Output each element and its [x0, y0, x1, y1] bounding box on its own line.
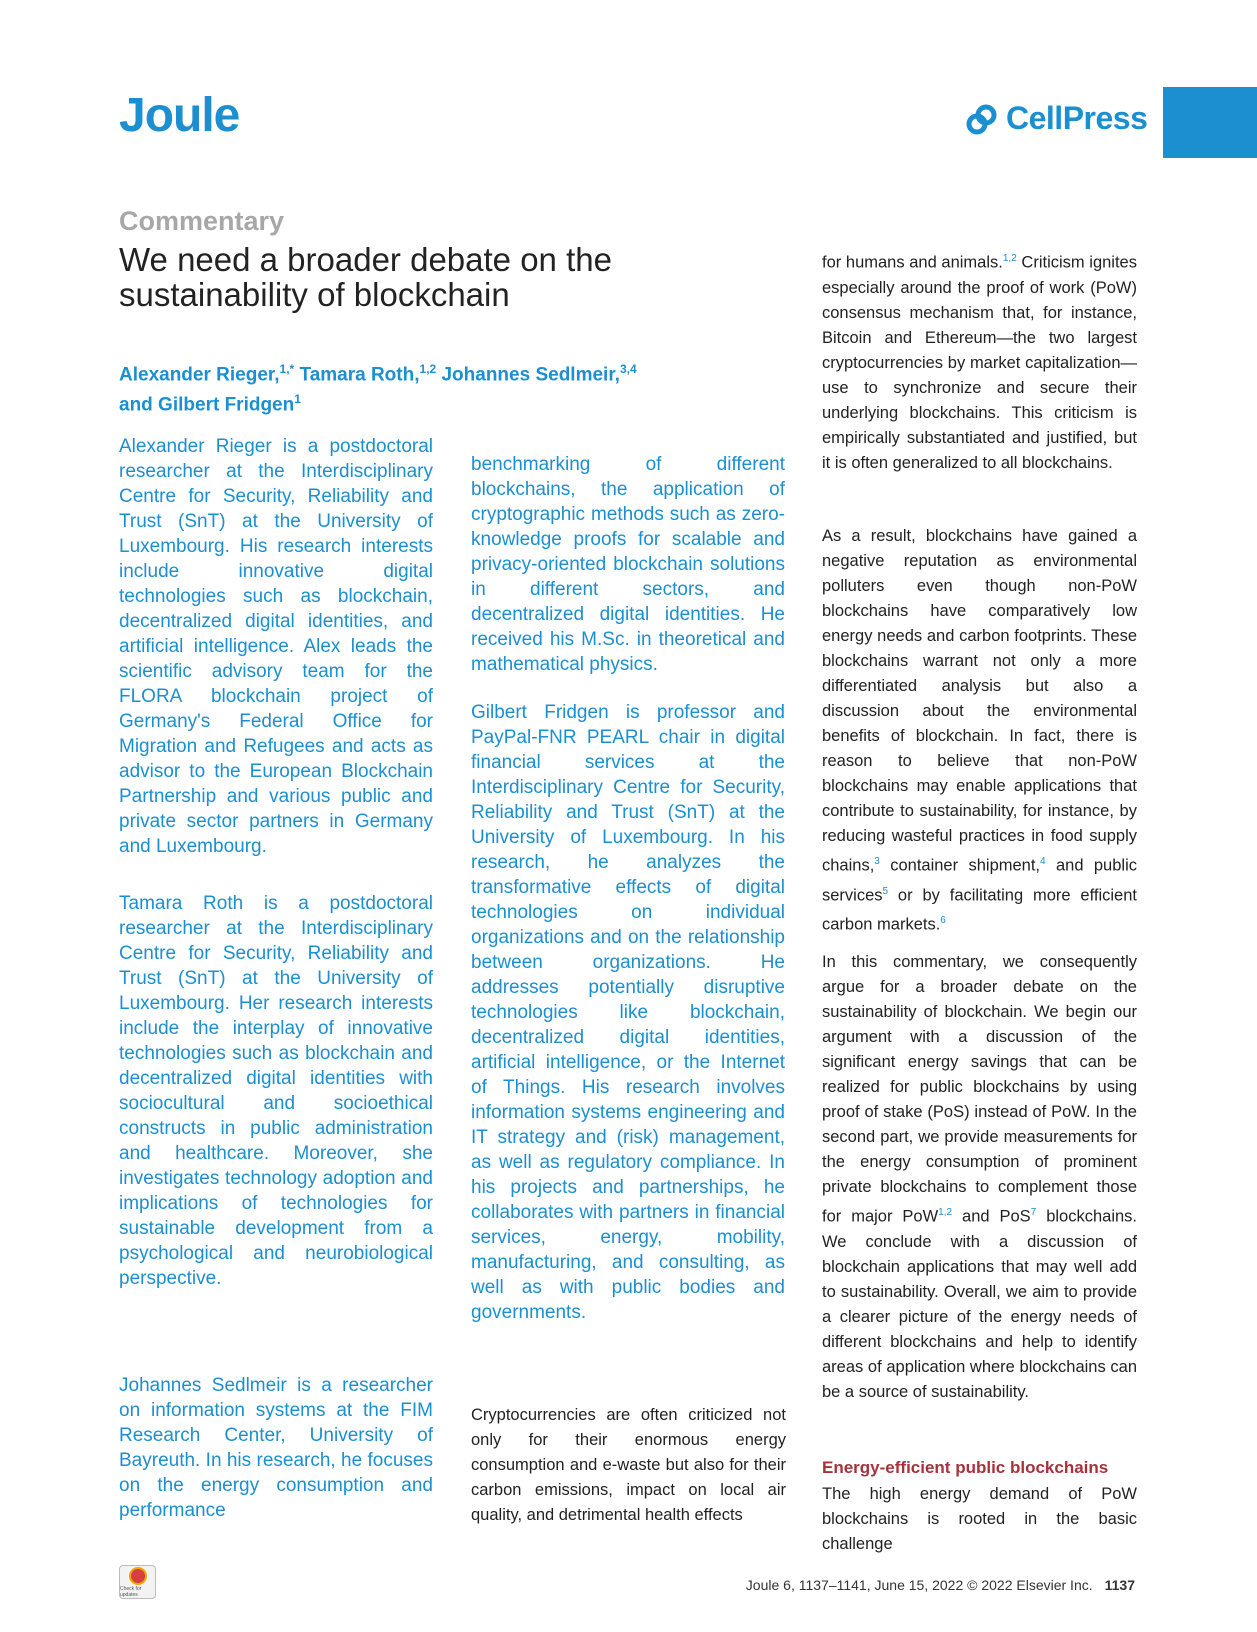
- badge-label: Check for updates: [120, 1585, 142, 1598]
- citation-link[interactable]: 1,2: [1002, 253, 1017, 264]
- author-affiliation: 1: [294, 392, 301, 407]
- citation-link[interactable]: 3: [874, 856, 880, 867]
- body-paragraph: The high energy demand of PoW blockchains is rooted in the basic challenge: [822, 1485, 1137, 1553]
- body-text: and PoS: [952, 1207, 1031, 1226]
- page-number: 1137: [1104, 1577, 1135, 1593]
- cellpress-mark-icon: [966, 103, 1000, 135]
- section-label: Commentary: [119, 206, 285, 236]
- body-paragraph: [822, 950, 1137, 1405]
- body-paragraph: [822, 246, 1137, 476]
- body-text: blockchains. We conclude with a discussion of blockchain applications that may well add to sustainability. Overall, we aim to provide a clearer picture of the energy needs of different blockchains and help to identify areas of application where blockchains can be a source of sustainability.: [822, 1207, 1138, 1401]
- publisher-logo: [966, 100, 1147, 137]
- citation-text: Joule 6, 1137–1141, June 15, 2022 © 2022 Elsevier Inc.: [745, 1577, 1093, 1593]
- citation-link[interactable]: 6: [940, 915, 946, 926]
- author-name[interactable]: Johannes Sedlmeir,: [441, 364, 620, 386]
- author-affiliation: 3,4: [619, 362, 637, 376]
- body-paragraph: Cryptocurrencies are often criticized not only for their enormous energy consumption and e-waste but also for their carbon emissions, impact on local air quality, and detrimental health effects: [471, 1406, 786, 1524]
- bio-sedlmeir: Johannes Sedlmeir is a researcher on information systems at the FIM Research Center, University of Bayreuth. In his research, he focuses on the energy consumption and performance: [119, 1375, 433, 1521]
- body-text: Criticism ignites especially around the proof of work (PoW) consensus mechanism that, for instance, Bitcoin and Ethereum—the two largest cryptocurrencies by market capitalization—use to synchronize and secure their underlying blockchains. This criticism is empirically substantiated and justified, but it is often generalized to all blockchains.: [822, 253, 1137, 472]
- citation-link[interactable]: 5: [882, 885, 889, 897]
- check-for-updates-badge[interactable]: [119, 1565, 156, 1599]
- section-heading: Energy-efficient public blockchains: [822, 1458, 1109, 1477]
- citation-link[interactable]: 7: [1030, 1207, 1037, 1218]
- bio-roth: Tamara Roth is a postdoctoral researcher at the Interdisciplinary Centre for Security, Reliability and Trust (SnT) at the University of Luxembourg. Her research interests include the interplay of innovative technologies such as blockchain and decentralized digital identities with sociocultural and socioethical constructs in public administration and healthcare. Moreover, she investigates technology adoption and implications of technologies for sustainable development from a psychological and neurobiological perspective.: [119, 893, 433, 1289]
- author-affiliation: 1,*: [279, 362, 295, 376]
- citation-link[interactable]: 4: [1040, 856, 1046, 867]
- publisher-name: CellPress: [1006, 100, 1148, 136]
- bio-sedlmeir-continued: benchmarking of different blockchains, the application of cryptographic methods such as zero-knowledge proofs for scalable and privacy-oriented blockchain solutions in different sectors, and decentralized digital identities. He received his M.Sc. in theoretical and mathematical physics.: [471, 454, 785, 675]
- corner-tab: [1163, 87, 1257, 158]
- author-affiliation: 1,2: [419, 362, 437, 376]
- author-name[interactable]: and Gilbert Fridgen: [119, 394, 295, 416]
- citation-link[interactable]: 1,2: [938, 1207, 953, 1218]
- article-title: We need a broader debate on the sustainability of blockchain: [119, 241, 612, 313]
- author-name[interactable]: Alexander Rieger,: [119, 364, 280, 386]
- body-text: container shipment,: [879, 856, 1041, 875]
- journal-logo: Joule: [119, 89, 240, 142]
- body-text: and public services: [822, 856, 1137, 904]
- author-name[interactable]: Tamara Roth,: [299, 364, 420, 386]
- body-text: As a result, blockchains have gained a negative reputation as environmental polluters even though non-PoW blockchains have comparatively low energy needs and carbon footprints. These blockchains warrant not only a more differentiated analysis but also a discussion about the environmental benefits of blockchain. In fact, there is reason to believe that non-PoW blockchains may enable applications that contribute to sustainability, for instance, by reducing wasteful practices in food supply chains,: [822, 527, 1137, 875]
- body-text: for humans and animals.: [822, 253, 1003, 272]
- author-list: [119, 357, 759, 418]
- bio-fridgen: Gilbert Fridgen is professor and PayPal-FNR PEARL chair in digital financial services at the Interdisciplinary Centre for Security, Reliability and Trust (SnT) at the University of Luxembourg. In his research, he analyzes the transformative effects of digital technologies on individual organizations and on the relationship between organizations. He addresses potentially disruptive technologies like blockchain, decentralized digital identities, artificial intelligence, or the Internet of Things. His research involves information systems engineering and IT strategy and (risk) management, as well as regulatory compliance. In his projects and partnerships, he collaborates with partners in financial services, energy, mobility, manufacturing, and consulting, as well as with public bodies and governments.: [471, 702, 785, 1323]
- body-paragraph: [822, 524, 1137, 938]
- badge-icon: [129, 1567, 147, 1585]
- body-text: In this commentary, we consequently argue for a broader debate on the sustainability of blockchain. We begin our argument with a discussion of the significant energy savings that can be realized for public blockchains by using proof of stake (PoS) instead of PoW. In the second part, we provide measurements for the energy consumption of prominent private blockchains to complement those for major PoW: [822, 953, 1137, 1226]
- bio-rieger: Alexander Rieger is a postdoctoral researcher at the Interdisciplinary Centre for Security, Reliability and Trust (SnT) at the University of Luxembourg. His research interests include innovative digital technologies such as blockchain, decentralized digital identities, and artificial intelligence. Alex leads the scientific advisory team for the FLORA blockchain project of Germany's Federal Office for Migration and Refugees and acts as advisor to the European Blockchain Partnership and various public and private sector partners in Germany and Luxembourg.: [119, 436, 433, 857]
- footer-citation: [746, 1577, 1135, 1593]
- body-text: or by facilitating more efficient carbon markets.: [822, 886, 1137, 934]
